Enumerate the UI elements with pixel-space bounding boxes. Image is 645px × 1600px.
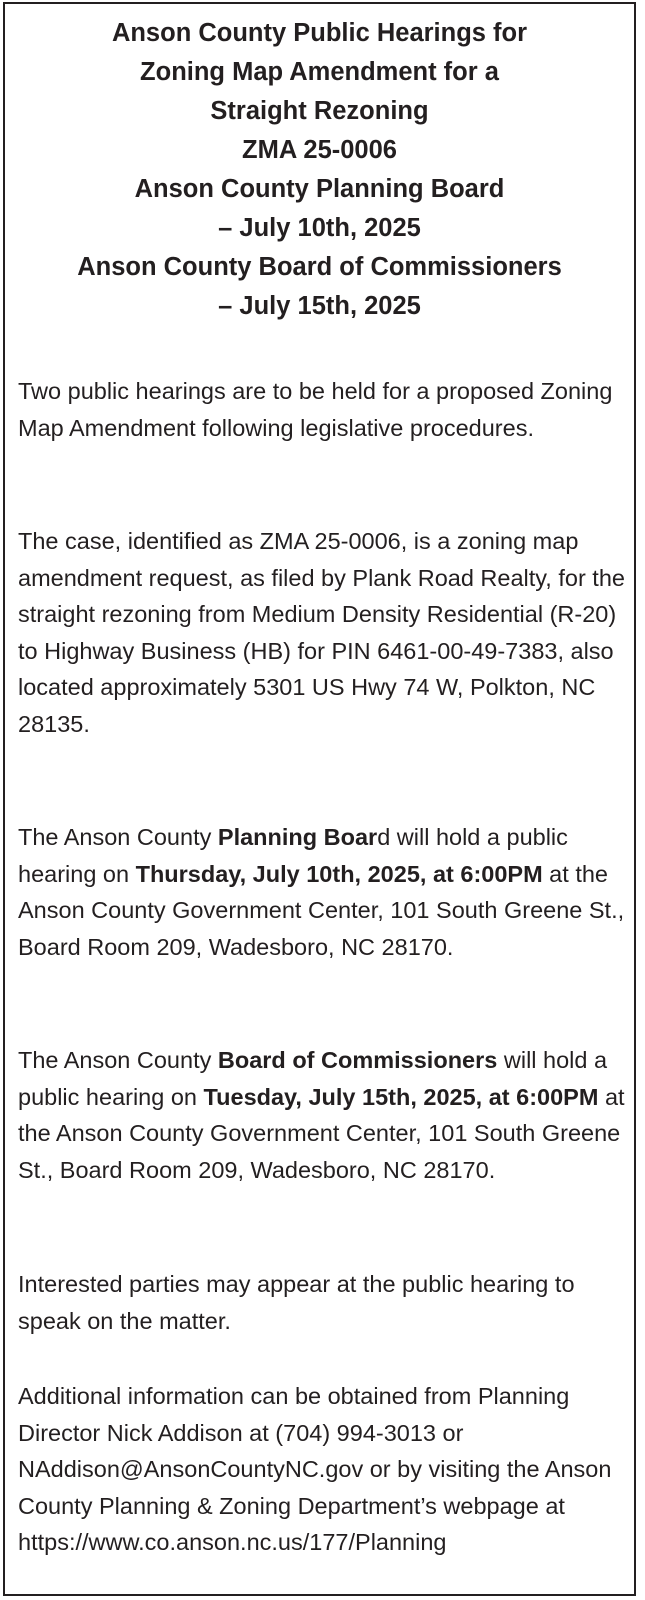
title-line: – July 10th, 2025: [218, 214, 421, 242]
planning-board-paragraph: [18, 819, 628, 965]
commissioners-paragraph: [18, 1042, 628, 1188]
case-paragraph: The case, identified as ZMA 25-0006, is a zoning map amendment request, as filed by Plank Road Realty, for the straight rezoning from Medium Density Residential (R-20) to Highway Business (HB) for PIN 6461-00-49-7383, also located approximately 5301 US Hwy 74 W, Polkton, NC 28135.: [18, 528, 625, 737]
commissioners-text-3: at the Anson County Government Center, 101 South Greene St., Board Room 209, Wadesboro, NC 28170.: [18, 1083, 625, 1183]
additional-info-paragraph: Additional information can be obtained from Planning Director Nick Addison at (704) 994-3013 or NAddison@AnsonCountyNC.gov or by visiting the Anson County Planning & Zoning Department’s webpage at https://www.co.anson.nc.us/177/Planning: [18, 1383, 612, 1555]
title-line: Straight Rezoning: [210, 97, 429, 125]
title-line: Anson County Board of Commissioners: [77, 253, 562, 281]
title-line: Anson County Planning Board: [134, 175, 505, 203]
title-line: ZMA 25-0006: [242, 136, 397, 164]
notice-title: [5, 14, 634, 326]
planning-board-date: Thursday, July 10th, 2025, at 6:00PM: [135, 860, 543, 887]
commissioners-name: Board of Commissioners: [217, 1047, 498, 1073]
commissioners-date: Tuesday, July 15th, 2025, at 6:00PM: [203, 1083, 599, 1110]
interested-parties-paragraph: Interested parties may appear at the public hearing to speak on the matter.: [18, 1271, 575, 1334]
planning-board-text-2: d will hold a public hearing on: [18, 824, 568, 887]
planning-board-name: Planning Boar: [217, 824, 378, 850]
commissioners-text-1: The Anson County: [18, 1047, 218, 1073]
title-line: Zoning Map Amendment for a: [140, 58, 499, 86]
title-line: – July 15th, 2025: [218, 292, 421, 320]
public-notice: [3, 2, 636, 1596]
commissioners-text-2: will hold a public hearing on: [18, 1047, 608, 1110]
planning-board-text-3: at the Anson County Government Center, 101 South Greene St., Board Room 209, Wadesboro, NC 28170.: [18, 860, 625, 960]
intro-paragraph: Two public hearings are to be held for a proposed Zoning Map Amendment following legislative procedures.: [18, 378, 613, 441]
title-line: Anson County Public Hearings for: [111, 19, 528, 47]
planning-board-text-1: The Anson County: [18, 824, 218, 850]
